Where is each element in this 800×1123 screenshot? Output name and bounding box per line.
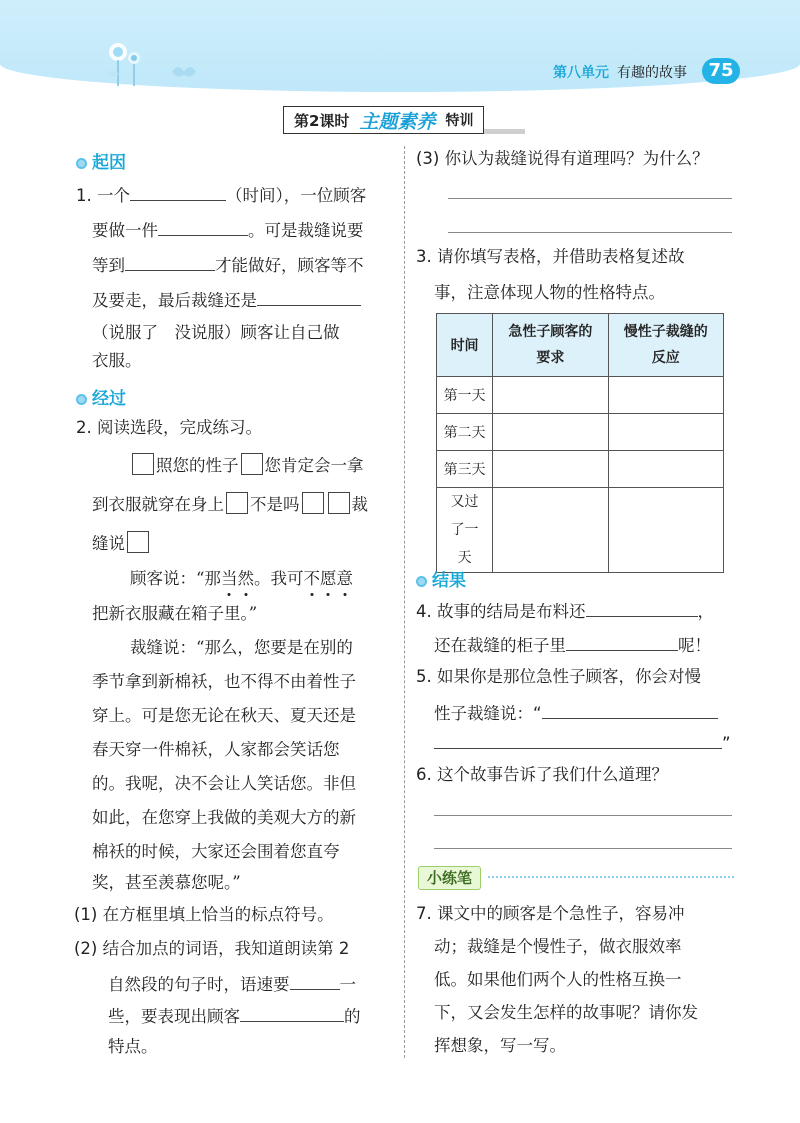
q4-text: ， <box>697 602 714 621</box>
q4-blank-1[interactable] <box>586 598 698 617</box>
q1-line-4 <box>92 287 361 312</box>
answer-line[interactable] <box>448 198 732 199</box>
table-cell[interactable] <box>608 414 723 451</box>
q7-line-1: 7. 课文中的顾客是个急性子，容易冲 <box>416 904 685 923</box>
flower-butterfly-decoration-icon <box>100 38 210 88</box>
dotted-char: 然 <box>237 569 254 588</box>
q1-line-2 <box>92 217 364 242</box>
punctuation-box[interactable] <box>132 453 154 475</box>
subquestion-2-text: 些，要表现出顾客 <box>108 1007 240 1026</box>
table-row <box>437 414 724 451</box>
subquestion-2-text: 自然段的句子时，语速要 <box>108 975 290 994</box>
table-row-label: 第一天 <box>437 377 493 414</box>
q1-text: 及要走，最后裁缝还是 <box>92 291 257 310</box>
q1-number: 1. <box>76 186 92 205</box>
table-row-label: 第二天 <box>437 414 493 451</box>
section-result-label: 结果 <box>432 571 466 591</box>
q4-text: 呢！ <box>678 636 711 655</box>
story-table <box>436 313 724 573</box>
section-cause <box>76 148 126 173</box>
lesson-training: 特训 <box>445 113 474 129</box>
lesson-theme: 主题素养 <box>359 110 436 133</box>
tailor-line-1: 裁缝说：“那么，您要是在别的 <box>130 638 353 657</box>
punctuation-box[interactable] <box>241 453 263 475</box>
q4-text: 还在裁缝的柜子里 <box>434 636 566 655</box>
subquestion-1: (1) 在方框里填上恰当的标点符号。 <box>74 905 334 924</box>
subquestion-2-text: 的 <box>344 1007 361 1026</box>
passage-text: 您肯定会一拿 <box>264 456 364 475</box>
speed-blank[interactable] <box>290 971 340 990</box>
q1-text: 。可是裁缝说要 <box>248 221 364 240</box>
passage-text: 。我可 <box>253 569 304 588</box>
q1-line-3 <box>92 252 364 277</box>
trait-blank[interactable] <box>240 1003 344 1022</box>
table-cell[interactable] <box>493 414 608 451</box>
dotted-char: 当 <box>220 569 238 588</box>
dotted-char: 愿 <box>319 569 337 588</box>
q5-blank-1[interactable] <box>542 700 718 719</box>
subquestion-2-line-3 <box>108 1003 361 1028</box>
table-cell[interactable] <box>493 451 608 488</box>
q1-text: （时间），一位顾客 <box>226 186 367 205</box>
tailor-line-6: 如此，在您穿上我做的美观大方的新 <box>92 808 356 827</box>
table-cell[interactable] <box>493 488 608 573</box>
q1-blank-result[interactable] <box>257 287 361 306</box>
q7-line-4: 下，又会发生怎样的故事呢？请你发 <box>434 1003 698 1022</box>
table-header-tailor: 慢性子裁缝的反应 <box>608 314 723 377</box>
tailor-line-4: 春天穿一件棉袄，人家都会笑话您 <box>92 740 340 759</box>
subquestion-2-line-2 <box>108 971 356 996</box>
punctuation-box[interactable] <box>127 531 149 553</box>
practice-divider <box>488 876 734 878</box>
bullet-icon <box>76 158 87 169</box>
passage-line-1 <box>130 453 364 477</box>
bullet-icon <box>76 394 87 405</box>
table-header-time: 时间 <box>437 314 493 377</box>
customer-line-2: 把新衣服藏在箱子里。” <box>92 604 258 623</box>
q1-line-5: （说服了 没说服）顾客让自己做 <box>92 323 340 342</box>
q2-title <box>76 417 262 439</box>
punctuation-box[interactable] <box>328 492 350 514</box>
q5-text: ” <box>722 734 731 753</box>
subquestion-3: (3) 你认为裁缝说得有道理吗？为什么？ <box>416 149 709 168</box>
q4-text: 4. 故事的结局是布料还 <box>416 602 586 621</box>
subquestion-2-line-4: 特点。 <box>108 1037 158 1056</box>
tailor-line-5: 的。我呢，决不会让人笑话您。非但 <box>92 774 356 793</box>
table-cell[interactable] <box>608 451 723 488</box>
table-row-label: 又过了一天 <box>437 488 493 573</box>
tailor-line-7: 棉袄的时候，大家还会围着您直夸 <box>92 842 340 861</box>
passage-text: 缝说 <box>92 534 125 553</box>
q1-text: 一个 <box>97 186 130 205</box>
customer-line-1 <box>130 568 353 590</box>
q2-text: 阅读选段，完成练习。 <box>97 418 262 437</box>
q4-line-2 <box>434 632 711 657</box>
section-result <box>416 566 466 591</box>
table-cell[interactable] <box>608 377 723 414</box>
passage-line-3 <box>92 531 151 555</box>
tailor-line-8: 奖，甚至羡慕您呢。” <box>92 873 241 892</box>
q7-line-5: 挥想象，写一写。 <box>434 1036 566 1055</box>
q5-line-1: 5. 如果你是那位急性子顾客，你会对慢 <box>416 667 701 686</box>
passage-text: 裁 <box>351 495 368 514</box>
dotted-char: 不 <box>303 569 320 588</box>
q5-line-2 <box>434 700 718 725</box>
section-cause-label: 起因 <box>92 153 126 173</box>
subquestion-2-line-1: (2) 结合加点的词语，我知道朗读第 2 <box>74 939 350 958</box>
column-divider <box>404 146 405 1058</box>
q2-number: 2. <box>76 418 92 437</box>
q1-line-6: 衣服。 <box>92 351 142 370</box>
subquestion-2-text: 一 <box>339 975 356 994</box>
table-row <box>437 377 724 414</box>
tailor-line-2: 季节拿到新棉袄，也不得不由着性子 <box>92 672 356 691</box>
q3-line-2: 事，注意体现人物的性格特点。 <box>434 283 665 302</box>
lesson-title <box>283 106 484 134</box>
passage-line-2 <box>92 492 368 516</box>
section-process-label: 经过 <box>92 389 126 409</box>
q1-text: 要做一件 <box>92 221 158 240</box>
q3-line-1: 3. 请你填写表格，并借助表格复述故 <box>416 247 685 266</box>
q1-text: 等到 <box>92 256 125 275</box>
passage-text: 到衣服就穿在身上 <box>92 495 224 514</box>
answer-line[interactable] <box>448 232 732 233</box>
q5-text: 性子裁缝说：“ <box>434 704 542 723</box>
q7-line-3: 低。如果他们两个人的性格互换一 <box>434 970 682 989</box>
passage-text: 顾客说：“那 <box>130 569 221 588</box>
tailor-line-3: 穿上。可是您无论在秋天、夏天还是 <box>92 706 356 725</box>
q1-blank-wait[interactable] <box>125 252 215 271</box>
table-cell[interactable] <box>493 377 608 414</box>
q5-blank-2[interactable] <box>434 730 722 749</box>
q7-line-2: 动；裁缝是个慢性子，做衣服效率 <box>434 937 682 956</box>
table-header-customer: 急性子顾客的要求 <box>493 314 608 377</box>
lesson-number: 第2课时 <box>294 111 350 130</box>
punctuation-box[interactable] <box>302 492 324 514</box>
unit-title <box>553 62 687 82</box>
practice-label: 小练笔 <box>418 866 481 890</box>
page-number: 75 <box>702 58 740 84</box>
unit-topic: 有趣的故事 <box>617 65 687 81</box>
q1-text: 才能做好，顾客等不 <box>215 256 364 275</box>
q6-question: 6. 这个故事告诉了我们什么道理？ <box>416 765 668 784</box>
answer-line[interactable] <box>434 848 732 849</box>
passage-text: 不是吗 <box>250 495 300 514</box>
table-row <box>437 451 724 488</box>
dotted-char: 意 <box>336 569 353 588</box>
unit-label: 第八单元 <box>553 65 609 81</box>
q1-blank-item[interactable] <box>158 217 248 236</box>
q1-line-1 <box>76 182 366 207</box>
table-row-label: 第三天 <box>437 451 493 488</box>
table-row <box>437 488 724 573</box>
q4-blank-2[interactable] <box>566 632 678 651</box>
punctuation-box[interactable] <box>226 492 248 514</box>
q1-blank-time[interactable] <box>130 182 226 201</box>
bullet-icon <box>416 576 427 587</box>
section-process <box>76 384 126 409</box>
table-cell[interactable] <box>608 488 723 573</box>
answer-line[interactable] <box>434 815 732 816</box>
passage-text: 照您的性子 <box>156 456 239 475</box>
q5-line-3 <box>434 730 731 755</box>
q4-line-1 <box>416 598 714 623</box>
